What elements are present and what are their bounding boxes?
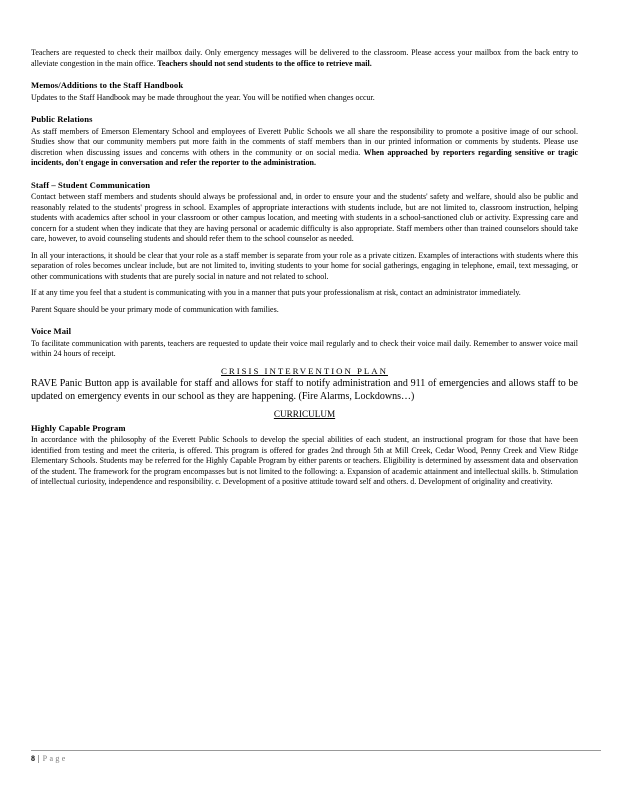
crisis-intervention-text: RAVE Panic Button app is available for staff and allows for staff to notify administration and 911 of emergencies and allows staff to be updated on emergency events in our school as they are happening. (Fire Alarms, Lockdowns…) — [31, 378, 578, 402]
intro-bold-text: Teachers should not send students to the office to retrieve mail. — [157, 58, 372, 68]
memos-heading: Memos/Additions to the Staff Handbook — [31, 80, 184, 90]
intro-text: Teachers are requested to check their mailbox daily. Only emergency messages will be delivered to the classroom. Please access your mailbox from the back entry to alleviate congestion in the main office. — [31, 48, 578, 68]
page-label: Page — [42, 754, 68, 763]
footer-divider — [31, 750, 601, 751]
footer-separator: | — [38, 754, 40, 763]
memos-text: Updates to the Staff Handbook may be made throughout the year. You will be notified when changes occur. — [31, 92, 375, 102]
voice-mail-text: To facilitate communication with parents, teachers are requested to update their voice mail regularly and to check their voice mail daily. Remember to answer voice mail within 24 hours of receipt. — [31, 338, 578, 358]
intro-paragraph — [31, 48, 578, 69]
highly-capable-text: In accordance with the philosophy of the Everett Public Schools to develop the special abilities of each student, an instructional program for those that have been identified from testing and meet the criteria, is offered. This program is offered for grades 2nd through 5th at Mill Creek, Cedar Wood, Penny Creek and View Ridge Elementary Schools. Students may be referred for the Highly Capable Program by either parents or teachers. Eligibility is determined by assessment data and observation of the student. The framework for the program encompasses but is not limited to the following: a. Expansion of academic attainment and intellectual skills. b. Stimulation of intellectual curiosity, independence and responsibility. c. Development of a positive attitude toward self and others. d. Development of originality and creativity. — [31, 435, 578, 486]
staff-student-heading: Staff – Student Communication — [31, 179, 151, 190]
public-relations-bold-text: When approached by reporters regarding sensitive or tragic incidents, don't engage in conversation and refer the reporter to the administration. — [31, 147, 578, 167]
public-relations-heading: Public Relations — [31, 114, 93, 124]
public-relations-text: As staff members of Emerson Elementary School and employees of Everett Public Schools we all share the responsibility to promote a positive image of our school. Studies show that our community members put more faith in the comments of staff members than in our printed information or comments by students. Please use discretion when discussing issues and concerns with others in the community or on social media. — [31, 126, 578, 157]
public-relations-paragraph — [31, 127, 578, 169]
staff-student-paragraph-1: Contact between staff members and students should always be professional and, in order to ensure your and the students' safety and welfare, should also be public and reasonably related to the students' progress in school. Examples of appropriate interactions with students include, but are not limited to, classroom instruction, helping students with academics after school in your classroom or other campus location, and meeting with students in a school-sanctioned club or activity. Expressing care and concern for a student when they indicate that they are having personal or academic difficulty is also appropriate. Staff members other than trained counselors should take care, however, to avoid counseling students and should refer them to the school counselor as needed. — [31, 192, 578, 243]
staff-student-paragraph-2: In all your interactions, it should be clear that your role as a staff member is separate from your role as a private citizen. Examples of interactions with students where this separation of roles becomes unclear include, but are not limited to, inviting students to your home for social gatherings, engaging in telephone, email, text messaging, or other communications with students that are purely social in nature and not related to school. — [31, 250, 578, 281]
curriculum-title: CURRICULUM — [273, 409, 336, 419]
page-number: 8 — [31, 754, 35, 763]
highly-capable-heading: Highly Capable Program — [31, 422, 126, 433]
voice-mail-heading: Voice Mail — [31, 326, 72, 336]
page-footer — [31, 754, 68, 763]
crisis-intervention-title: CRISIS INTERVENTION PLAN — [220, 365, 389, 376]
staff-student-paragraph-4: Parent Square should be your primary mode of communication with families. — [31, 304, 279, 314]
page-content — [31, 48, 578, 494]
staff-student-paragraph-3: If at any time you feel that a student is communicating with you in a manner that puts your professionalism at risk, contact an administrator immediately. — [31, 288, 521, 297]
